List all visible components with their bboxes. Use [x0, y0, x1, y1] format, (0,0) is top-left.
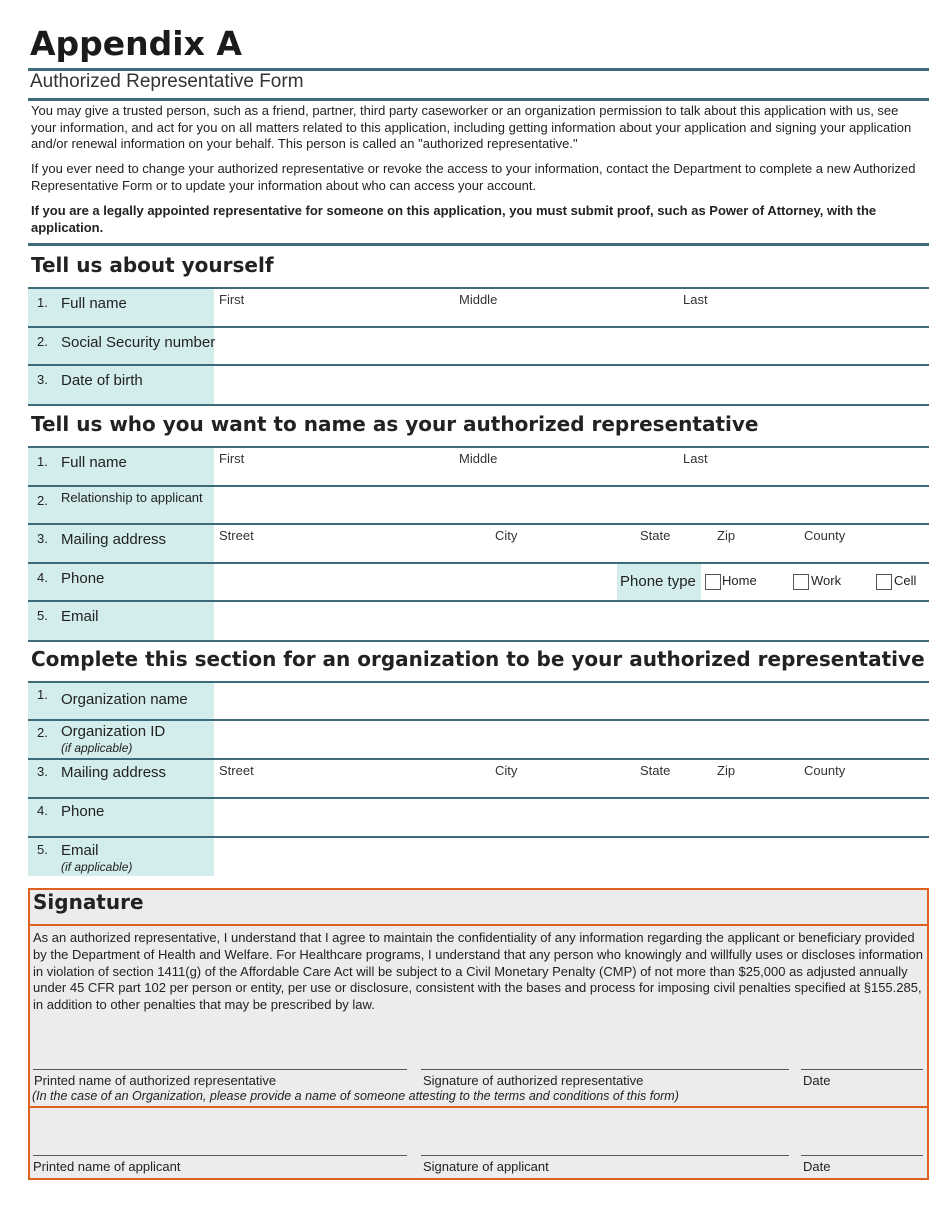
first-name-label: First [219, 451, 245, 466]
row-number: 3. [37, 531, 48, 546]
row-ssn[interactable] [28, 326, 929, 365]
row-relationship[interactable] [28, 485, 929, 524]
work-option-label: Work [811, 573, 842, 588]
row-label-cell [28, 799, 214, 837]
rep-printed-name-label: Printed name of authorized representative [34, 1073, 277, 1088]
section-title-yourself: Tell us about yourself [31, 253, 274, 277]
row-number: 4. [37, 803, 48, 818]
city-label: City [495, 528, 518, 543]
home-checkbox[interactable] [705, 574, 721, 590]
row-number: 1. [37, 295, 48, 310]
cell-option-label: Cell [894, 573, 917, 588]
intro-paragraph: If you ever need to change your authorized representative or revoke the access to your information, contact the Department to complete a new Authorized Representative Form or to update your information about who can access your account. [31, 161, 916, 193]
state-label: State [640, 763, 671, 778]
state-label: State [640, 528, 671, 543]
row-label-cell [28, 602, 214, 640]
row-number: 1. [37, 687, 48, 702]
section-title-organization: Complete this section for an organization to be your authorized representative [31, 647, 925, 671]
signature-header [30, 890, 927, 926]
row-rep-full-name[interactable] [28, 446, 929, 486]
row-rep-mailing-address[interactable] [28, 523, 929, 563]
row-label: Organization name [61, 691, 188, 708]
signature-statement: As an authorized representative, I understand that I agree to maintain the confidentiality of any information regarding the applicant or beneficiary provided by the Department of Health and Welfare. For Healthcare programs, I understand that any person who knowingly and willfully uses or discloses information in violation of section 1411(g) of the Affordable Care Act will be subject to a Civil Monetary Penalty (CMP) of not more than $25,000 as adjusted annually under 45 CFR part 102 per person or entity, per use or disclosure, consistent with the bases and process for imposing civil penalties specified at §155.285, in addition to other penalties that may be prescribed by law. [33, 930, 923, 1013]
row-org-mailing-address[interactable] [28, 758, 929, 798]
signature-divider [30, 1106, 927, 1108]
organization-note: (In the case of an Organization, please provide a name of someone attesting to the terms and conditions of this form) [32, 1089, 679, 1103]
row-label: Date of birth [61, 372, 143, 389]
applicant-signature-label: Signature of applicant [423, 1159, 549, 1174]
rep-date-label: Date [803, 1073, 831, 1088]
row-label-text: Email [61, 842, 99, 859]
applicant-date-label: Date [803, 1159, 831, 1174]
row-label: Social Security number [61, 334, 216, 351]
signature-section [28, 888, 929, 1180]
county-label: County [804, 763, 846, 778]
middle-name-label: Middle [459, 292, 498, 307]
section-title-representative: Tell us who you want to name as your authorized representative [31, 412, 759, 436]
row-number: 5. [37, 842, 48, 857]
row-label-text: Organization ID [61, 723, 166, 740]
row-label: Full name [61, 454, 127, 471]
page-title: Appendix A [30, 24, 242, 63]
row-org-id[interactable] [28, 719, 929, 759]
divider [28, 98, 929, 101]
row-org-email[interactable] [28, 836, 929, 876]
row-label: Phone [61, 570, 105, 587]
first-name-label: First [219, 292, 245, 307]
row-label: Mailing address [61, 531, 167, 548]
row-label: Phone [61, 803, 105, 820]
street-label: Street [219, 763, 254, 778]
home-option-label: Home [722, 573, 757, 588]
row-label: Email [61, 608, 99, 625]
row-label: Mailing address [61, 764, 167, 781]
form-subtitle: Authorized Representative Form [30, 71, 304, 92]
row-number: 4. [37, 570, 48, 585]
rep-printed-name-line[interactable] [33, 1069, 407, 1070]
row-rep-phone[interactable] [28, 562, 929, 601]
row-number: 5. [37, 608, 48, 623]
row-org-phone[interactable] [28, 797, 929, 837]
row-number: 3. [37, 372, 48, 387]
row-label [61, 723, 165, 755]
last-name-label: Last [683, 451, 708, 466]
work-checkbox[interactable] [793, 574, 809, 590]
street-label: Street [219, 528, 254, 543]
phone-type-label: Phone type [617, 564, 701, 601]
row-label-note: (if applicable) [61, 741, 133, 755]
row-label-cell [28, 564, 214, 601]
applicant-printed-name-line[interactable] [33, 1155, 407, 1156]
row-number: 1. [37, 454, 48, 469]
row-label: Full name [61, 295, 127, 312]
zip-label: Zip [717, 528, 736, 543]
rep-date-line[interactable] [801, 1069, 923, 1070]
row-full-name[interactable] [28, 287, 929, 327]
zip-label: Zip [717, 763, 736, 778]
row-label [61, 842, 132, 874]
row-number: 2. [37, 725, 48, 740]
row-number: 2. [37, 493, 48, 508]
row-org-name[interactable] [28, 681, 929, 720]
applicant-signature-line[interactable] [421, 1155, 789, 1156]
last-name-label: Last [683, 292, 708, 307]
row-number: 2. [37, 334, 48, 349]
row-label-note: (if applicable) [61, 860, 133, 874]
row-rep-email[interactable] [28, 600, 929, 642]
row-label: Relationship to applicant [61, 490, 203, 505]
cell-checkbox[interactable] [876, 574, 892, 590]
intro-notice: If you are a legally appointed representative for someone on this application, you must submit proof, such as Power of Attorney, with the application. [31, 203, 877, 235]
rep-signature-label: Signature of authorized representative [423, 1073, 644, 1088]
middle-name-label: Middle [459, 451, 498, 466]
applicant-printed-name-label: Printed name of applicant [33, 1159, 181, 1174]
row-number: 3. [37, 764, 48, 779]
city-label: City [495, 763, 518, 778]
intro-paragraph: You may give a trusted person, such as a friend, partner, third party caseworker or an organization permission to talk about this application with us, see your information, and act for you on all matters related to this application, including getting information about your application and signing your application and/or renewal information on your behalf. This person is called an "authorized representative." [31, 103, 912, 151]
row-dob[interactable] [28, 364, 929, 406]
signature-title: Signature [33, 890, 144, 914]
applicant-date-line[interactable] [801, 1155, 923, 1156]
divider [28, 243, 929, 246]
county-label: County [804, 528, 846, 543]
rep-signature-line[interactable] [421, 1069, 789, 1070]
